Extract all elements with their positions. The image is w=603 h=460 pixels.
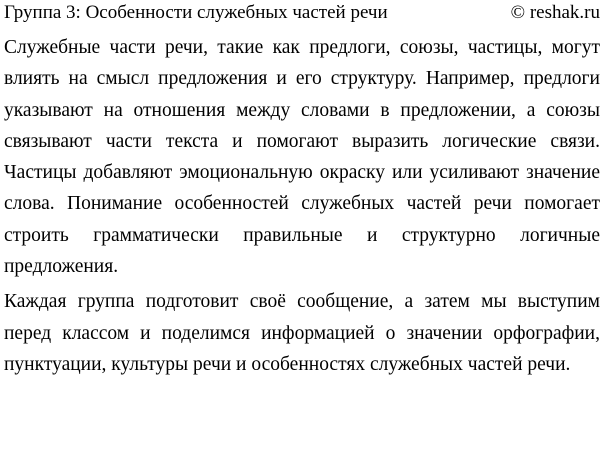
section-title: Группа 3: Особенности служебных частей речи <box>4 2 388 23</box>
site-watermark: © reshak.ru <box>510 2 600 23</box>
document-body <box>4 32 600 380</box>
paragraph-service-parts: Служебные части речи, такие как предлоги, союзы, частицы, могут влиять на смысл предложения и его структуру. Например, предлоги указывают на отношения между словами в предложении, а союзы связывают части текста и помогают выразить логические связи. Частицы добавляют эмоциональную окраску или усиливают значение слова. Понимание особенностей служебных частей речи помогает строить грамматически правильные и структурно логичные предложения. <box>4 37 600 278</box>
paragraph-group-presentation: Каждая группа подготовит своё сообщение, а затем мы выступим перед классом и поделимся информацией о значении орфографии, пунктуации, культуры речи и особенностях служебных частей речи. <box>4 291 600 375</box>
page-header <box>4 0 600 28</box>
